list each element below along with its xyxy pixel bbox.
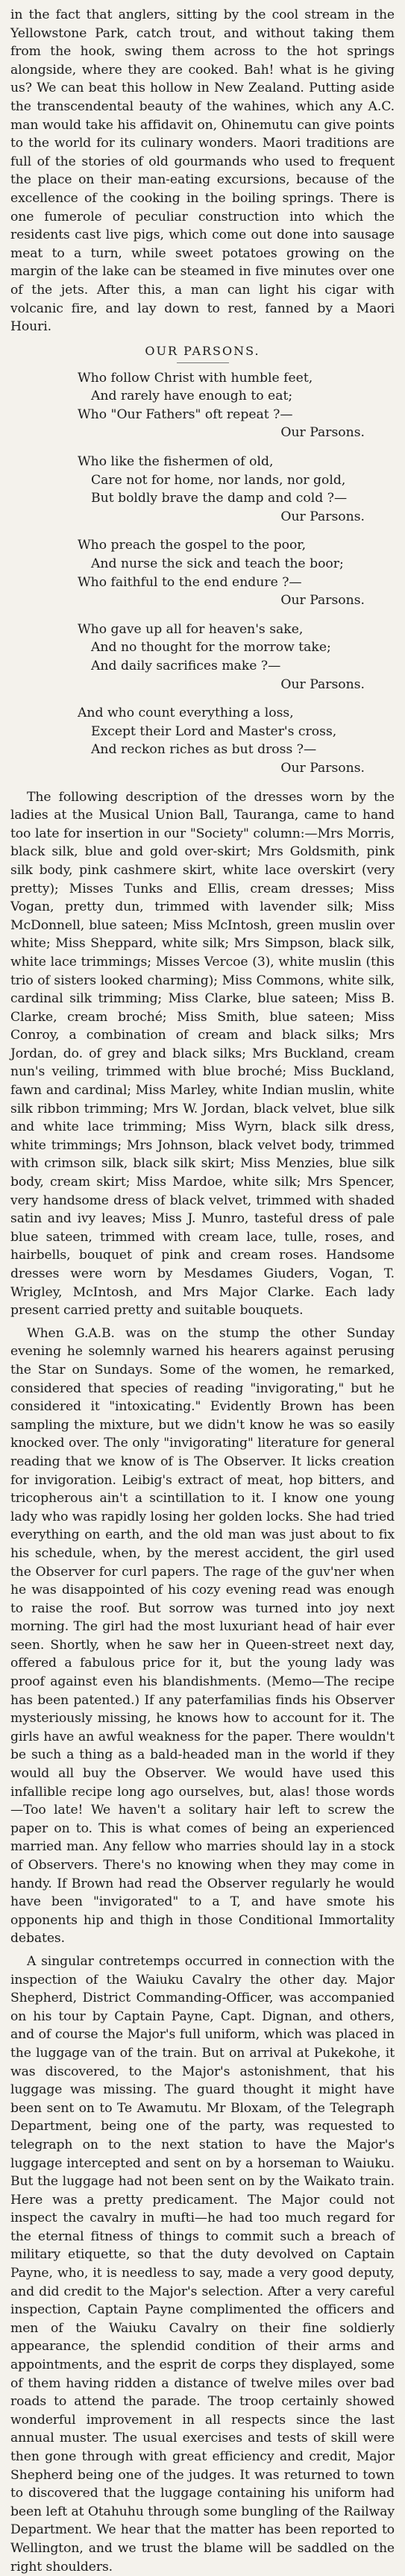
poem-line: And no thought for the morrow take;	[91, 640, 331, 656]
poem-stanza	[78, 536, 395, 609]
poem-stanza	[78, 704, 395, 777]
poem-line: Except their Lord and Master's cross,	[91, 723, 337, 739]
poem-line: And nurse the sick and teach the boor;	[91, 556, 344, 572]
poem-refrain: Our Parsons.	[280, 676, 365, 692]
gab-paragraph: When G.A.B. was on the stump the other Sunday evening he solemnly warned his hearers against perusing the Star on Sundays. Some of the women, he remarked, considered that species of reading "invigorating," but he considered it "intoxicating." Evidently Brown has been sampling the mixture, but we didn't know he was so easily knocked over. The only "invigorating" literature for general reading that we know of is The Observer. It licks creation for invigoration. Leibig's extract of meat, hop bitters, and tricopherous ain't a scintillation to it. I know one young lady who was rapidly losing her golden locks. She had tried everything on earth, and the old man was just about to fix his schedule, when, by the merest accident, the girl used the Observer for curl papers. The rage of the guv'ner when he was disappointed of his cozy evening read was enough to raise the roof. But sorrow was turned into joy next morning. The girl had the most luxuriant head of hair ever seen. Shortly, when he saw her in Queen-street next day, offered a fabulous price for it, but the young lady was proof against even his blandishments. (Memo—The recipe has been patented.) If any paterfamilias finds his Observer mysteriously missing, he knows how to account for it. The girls have an awful weakness for the paper. There wouldn't be such a thing as a bald-headed man in the world if they would all buy the Observer. We would have used this infallible recipe long ago ourselves, but, alas! those words—Too late! We haven't a solitary hair left to screw the paper on to. This is what comes of being an experienced married man. Any fellow who marries should lay in a stock of Observers. There's no knowing when they may come in handy. If Brown had read the Observer regularly he would have been "invigorated" to a T, and have smote his opponents hip and thigh in those Conditional Immortality debates.	[10, 1325, 395, 1947]
poem-line: And reckon riches as but dross ?—	[91, 742, 317, 758]
poem-refrain: Our Parsons.	[280, 760, 365, 776]
poem-refrain: Our Parsons.	[280, 425, 365, 441]
intro-paragraph: in the fact that anglers, sitting by the cool stream in the Yellowstone Park, catch trout, and without taking them from the hook, swing them across to the hot springs alongside, where they are cooked. Bah! what is he giving us? We can beat this hollow in New Zealand. Putting aside the transcendental beauty of the wahines, which any A.C. man would take his affidavit on, Ohinemutu can give points to the world for its culinary wonders. Maori traditions are full of the stories of old gourmands who used to frequent the place on their man-eating excursions, because of the excellence of the cooking in the boiling springs. There is one fumerole of peculiar construction into which the residents cast live pigs, which come out done into sausage meat to a turn, while sweet potatoes growing on the margin of the lake can be steamed in five minutes over one of the jets. After this, a man can light his cigar with volcanic fire, and lay down to rest, fanned by a Maori Houri.	[10, 7, 395, 335]
poem-title: OUR PARSONS.	[145, 343, 260, 358]
poem-stanza	[78, 369, 395, 442]
poem-line: Who gave up all for heaven's sake,	[78, 621, 304, 637]
poem-stanza	[78, 453, 395, 526]
poem-line: Who like the fishermen of old,	[78, 454, 274, 470]
poem-line: Care not for home, nor lands, nor gold,	[91, 472, 346, 488]
poem-line: Who follow Christ with humble feet,	[78, 370, 313, 386]
poem-line: Who "Our Fathers" oft repeat ?—	[78, 406, 293, 422]
poem	[10, 369, 395, 778]
poem-refrain: Our Parsons.	[280, 593, 365, 609]
poem-line: But boldly brave the damp and cold ?—	[91, 491, 348, 506]
poem-line: And daily sacrifices make ?—	[91, 659, 281, 673]
title-rule	[177, 362, 229, 363]
waiuku-paragraph: A singular contretemps occurred in connection with the inspection of the Waiuku Cavalry the other day. Major Shepherd, District Commanding-Officer, was accompanied on his tour by Captain Payne, Capt. Dignan, and others, and of course the Major's full uniform, which was placed in the luggage van of the train. But on arrival at Pukekohe, it was discovered, to the Major's astonishment, that his luggage was missing. The guard thought it might have been sent on to Te Awamutu. Mr Bloxam, of the Telegraph Department, being one of the party, was requested to telegraph on to the next station to have the Major's luggage intercepted and sent on by a horseman to Waiuku. But the luggage had not been sent on by the Waikato train. Here was a pretty predicament. The Major could not inspect the cavalry in mufti—he had too much regard for the eternal fitness of things to commit such a breach of military etiquette, so that the duty devolved on Captain Payne, who, it is needless to say, made a very good deputy, and did credit to the Major's selection. After a very careful inspection, Captain Payne complimented the officers and men of the Waiuku Cavalry on their fine soldierly appearance, the splendid condition of their arms and appointments, and the esprit de corps they displayed, some of them having ridden a distance of twelve miles over bad roads to attend the parade. The troop certainly showed wonderful improvement in all respects since the last annual muster. The usual exercises and tests of skill were then gone through with great efficiency and credit, Major Shepherd being one of the judges. It was returned to town to discovered that the luggage containing his uniform had been left at Otahuhu through some bungling of the Railway Department. We hear that the matter has been reported to Wellington, and we trust the blame will be saddled on the right shoulders.	[10, 1953, 395, 2575]
poem-line: And rarely have enough to eat;	[91, 389, 293, 404]
dresses-paragraph: The following description of the dresses worn by the ladies at the Musical Union Ball, Tauranga, came to hand too late for insertion in our "Society" column:—Mrs Morris, black silk, blue and gold over-skirt; Mrs Goldsmith, pink silk body, pink cashmere skirt, white lace overskirt (very pretty); Misses Tunks and Ellis, cream dresses; Miss Vogan, pretty dun, trimmed with lavender silk; Miss McDonnell, blue sateen; Miss McIntosh, green muslin over white; Miss Sheppard, white silk; Mrs Simpson, black silk, white lace trimmings; Misses Vercoe (3), white muslin (this trio of sisters looked charming); Miss Commons, white silk, cardinal silk trimming; Miss Clarke, blue sateen; Miss B. Clarke, cream broché; Miss Smith, blue sateen; Miss Conroy, a combination of cream and black silks; Mrs Jordan, do. of grey and black silks; Mrs Buckland, cream nun's veiling, trimmed with blue broché; Miss Buckland, fawn and cardinal; Miss Marley, white Indian muslin, white silk ribbon trimming; Mrs W. Jordan, black velvet, blue silk and white lace trimming; Miss Wyrn, black silk dress, white trimmings; Mrs Johnson, black velvet body, trimmed with crimson silk, black silk skirt; Miss Menzies, blue silk body, cream skirt; Miss Mardoe, white silk; Mrs Spencer, very handsome dress of black velvet, trimmed with shaded satin and ivy leaves; Miss J. Munro, tasteful dress of pale blue sateen, trimmed with cream lace, tulle, roses, and hairbells, bouquet of pink and cream roses. Handsome dresses were worn by Mesdames Giuders, Vogan, T. Wrigley, McIntosh, and Mrs Major Clarke. Each lady present carried pretty and suitable bouquets.	[10, 789, 395, 1319]
poem-stanza	[78, 621, 395, 694]
poem-line: And who count everything a loss,	[78, 706, 294, 721]
poem-line: Who faithful to the end endure ?—	[78, 574, 302, 590]
poem-refrain: Our Parsons.	[280, 509, 365, 524]
poem-line: Who preach the gospel to the poor,	[78, 538, 307, 553]
